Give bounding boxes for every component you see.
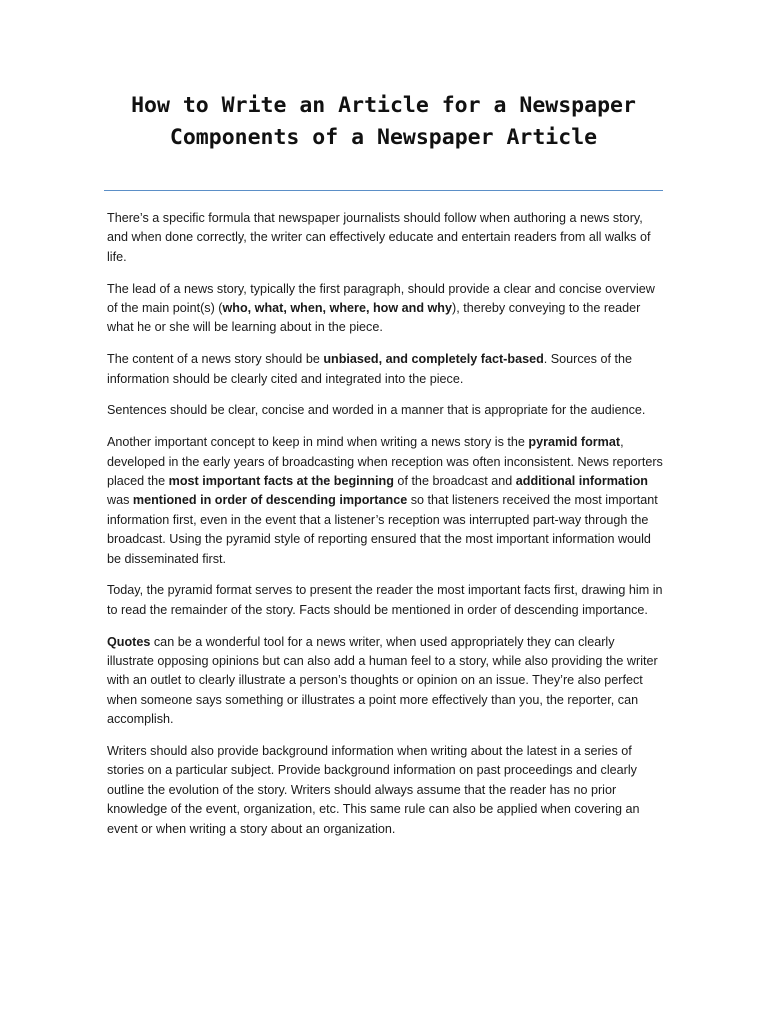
paragraph-text: The lead of a news story, typically the first paragraph, should provide a clear and concise overview of the main point(s) ( <box>107 281 655 316</box>
bold-phrase: most important facts at the beginning <box>168 474 394 489</box>
bold-phrase: mentioned in order of descending importance <box>132 493 408 508</box>
paragraph-content <box>107 350 663 389</box>
paragraph-text: can be a wonderful tool for a news writer, when used appropriately they can clearly illustrate opposing opinions but can also add a human feel to a story, while also providing the writer with an outlet to clearly illustrate a person’s thoughts or opinion on an issue. They’re also perfect when someone says something or illustrates a point more effectively than you, the reporter, can accomplish. <box>107 634 658 727</box>
paragraph-text: , developed in the early years of broadcasting when reception was often inconsistent. News reporters placed the <box>107 435 663 489</box>
paragraph-text: was <box>107 493 133 508</box>
paragraph-text: The content of a news story should be <box>107 352 324 367</box>
paragraph-text: so that listeners received the most important information first, even in the event that a listener’s reception was interrupted part-way through the broadcast. Using the pyramid style of reporting ensured that the most important information would be disseminated first. <box>107 493 658 566</box>
paragraph-background <box>107 742 663 839</box>
paragraph-text: ), thereby conveying to the reader what he or she will be learning about in the piece. <box>107 301 641 335</box>
title-line-main: How to Write an Article for a Newspaper <box>131 93 636 118</box>
paragraph-text: Sentences should be clear, concise and worded in a manner that is appropriate for the audience. <box>107 403 646 418</box>
paragraph-text: Today, the pyramid format serves to present the reader the most important facts first, drawing him in to read the remainder of the story. Facts should be mentioned in order of descending importance. <box>107 583 663 617</box>
paragraph-text: . Sources of the information should be clearly cited and integrated into the piece. <box>107 352 632 386</box>
paragraph-text: Writers should also provide background information when writing about the latest in a series of stories on a particular subject. Provide background information on past proceedings and clearly outline the evolution of the story. Writers should always assume that the reader has no prior knowledge of the event, organization, etc. This same rule can also be applied when covering an event or when writing a story about an organization. <box>107 744 640 836</box>
bold-phrase: pyramid format <box>528 435 621 450</box>
paragraph-intro <box>107 209 663 267</box>
title-line-sub: Components of a Newspaper Article <box>169 125 598 150</box>
bold-phrase: Quotes <box>107 634 151 649</box>
paragraph-text: of the broadcast and <box>393 474 516 489</box>
document-title <box>104 90 663 154</box>
paragraph-quotes <box>107 633 663 730</box>
paragraph-lead <box>107 280 663 338</box>
paragraph-text: Another important concept to keep in mind when writing a news story is the <box>107 435 529 450</box>
paragraph-pyramid <box>107 433 663 569</box>
paragraph-today <box>107 581 663 620</box>
bold-phrase: who, what, when, where, how and why <box>222 301 453 316</box>
article-body <box>107 209 663 852</box>
bold-phrase: unbiased, and completely fact-based <box>323 352 544 367</box>
bold-phrase: additional information <box>515 474 648 489</box>
paragraph-text: There’s a specific formula that newspaper journalists should follow when authoring a news story, and when done correctly, the writer can effectively educate and entertain readers from all walks of life. <box>107 211 651 264</box>
paragraph-sentences <box>107 401 663 420</box>
title-underline-rule <box>104 190 663 191</box>
